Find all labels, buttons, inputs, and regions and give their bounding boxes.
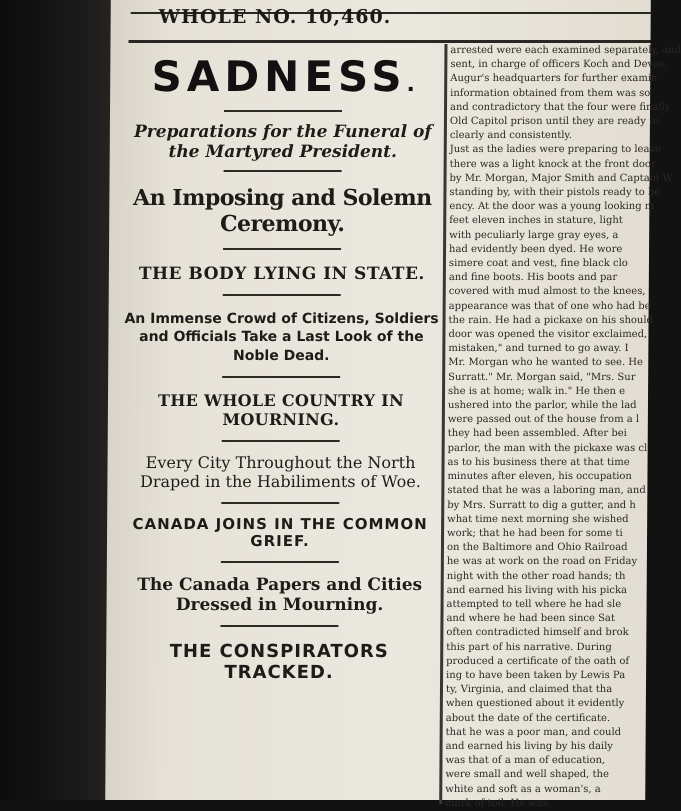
article-line: they had been assembled. After bei	[447, 428, 627, 440]
deck-immense-crowd: An Immense Crowd of Citizens, Soldiers and Officials Take a Last Look of the Noble Dead.	[124, 310, 439, 365]
article-line: by Mrs. Surratt to dig a gutter, and h	[447, 499, 636, 511]
deck-preparations: Preparations for the Funeral of the Martyred President.	[133, 121, 432, 162]
background-dark-edge	[0, 0, 112, 800]
main-headline: SADNESS .	[124, 52, 442, 102]
article-line: about the date of the certificate.	[445, 712, 611, 724]
article-line: minutes after eleven, his occupation	[447, 471, 632, 483]
article-line: when questioned about it evidently	[445, 698, 625, 710]
article-line: Mr. Morgan who he wanted to see. He	[448, 357, 644, 369]
issue-number: WHOLE NO. 10,460.	[158, 6, 392, 28]
article-line: produced a certificate of the oath of	[446, 655, 630, 667]
divider-rule	[224, 170, 342, 172]
article-line: she is at home; walk in." He then e	[448, 385, 626, 397]
deck-conspirators: THE CONSPIRATORS TRACKED.	[169, 641, 389, 684]
article-line: standing by, with their pistols ready to be	[449, 187, 661, 199]
article-line: information obtained from them was so	[450, 87, 651, 99]
article-line: the rain. He had a pickaxe on his should	[448, 314, 654, 326]
article-line: often contradicted himself and brok	[446, 627, 629, 639]
newspaper-page	[105, 0, 681, 809]
article-line: what time next morning she wished	[447, 513, 629, 525]
divider-rule	[220, 625, 338, 627]
article-line: mark of toil. He was	[445, 797, 548, 809]
article-line: and earned his living with his picka	[446, 584, 628, 596]
article-line: had evidently been dyed. He wore	[449, 243, 623, 255]
article-line: by Mr. Morgan, Major Smith and Captain W	[449, 172, 673, 184]
article-line: sent, in charge of officers Koch and Devoe,	[450, 59, 669, 71]
article-line: and earned his living by his daily	[445, 740, 614, 752]
divider-rule	[223, 294, 341, 296]
article-line: Augur's headquarters for further examin	[450, 73, 658, 85]
article-line: ing to have been taken by Lewis Pa	[446, 669, 626, 681]
article-line: that he was a poor man, and could	[445, 726, 622, 738]
deck-lying-in-state: THE BODY LYING IN STATE.	[138, 263, 425, 284]
article-line: night with the other road hands; th	[446, 570, 626, 582]
article-line: he was at work on the road on Friday	[446, 556, 638, 568]
article-line: appearance was that of one who had be	[448, 300, 651, 312]
deck-country-mourning: THE WHOLE COUNTRY IN MOURNING.	[157, 391, 404, 430]
article-line: work; that he had been for some ti	[447, 527, 623, 539]
article-line: there was a light knock at the front door.	[449, 158, 658, 170]
article-line: stated that he was a laboring man, and	[447, 485, 646, 497]
article-column	[445, 44, 681, 809]
divider-rule	[222, 376, 340, 378]
article-line: was that of a man of education,	[445, 755, 606, 767]
article-line: simere coat and vest, fine black clo	[448, 258, 628, 270]
headline-column	[119, 48, 442, 800]
divider-rule	[221, 561, 339, 563]
article-line: clearly and consistently.	[449, 130, 572, 142]
article-line: white and soft as a woman's, a	[445, 783, 601, 795]
article-line: on the Baltimore and Ohio Railroad	[446, 542, 628, 554]
article-line: and where he had been since Sat	[446, 613, 615, 625]
article-line: as to his business there at that time	[447, 456, 630, 468]
article-line: this part of his narrative. During	[446, 641, 612, 653]
article-line: covered with mud almost to the knees,	[448, 286, 646, 298]
article-line: Old Capitol prison until they are ready to	[449, 116, 660, 128]
article-line: door was opened the visitor exclaimed,	[448, 329, 648, 341]
article-line: were small and well shaped, the	[445, 769, 609, 781]
deck-canada-grief: CANADA JOINS IN THE COMMON GRIEF.	[132, 514, 428, 551]
article-line: attempted to tell where he had sle	[446, 598, 622, 610]
article-line: arrested were each examined separately, and	[450, 45, 681, 56]
article-line: parlor, the man with the pickaxe was cl	[447, 442, 648, 454]
article-line: and contradictory that the four were finally	[450, 101, 671, 113]
article-line: ency. At the door was a young looking m	[449, 201, 655, 213]
divider-rule	[222, 440, 340, 442]
article-line: ushered into the parlor, while the lad	[447, 400, 637, 412]
article-line: ty, Virginia, and claimed that tha	[445, 684, 613, 696]
divider-rule	[221, 502, 339, 504]
divider-rule	[224, 110, 342, 112]
article-line: were passed out of the house from a l	[447, 414, 640, 426]
article-line: and fine boots. His boots and par	[448, 272, 618, 284]
article-line: feet eleven inches in stature, light	[449, 215, 623, 227]
article-line: Just as the ladies were preparing to leave	[449, 144, 662, 156]
deck-every-city: Every City Throughout the North Draped in the Habiliments of Woe.	[139, 453, 421, 491]
article-line: Surratt." Mr. Morgan said, "Mrs. Sur	[448, 371, 636, 383]
header-rule	[128, 40, 650, 43]
deck-canada-papers: The Canada Papers and Cities Dressed in Mourning.	[137, 575, 423, 616]
article-line: with peculiarly large gray eyes, a	[449, 229, 619, 241]
deck-ceremony: An Imposing and Solemn Ceremony.	[133, 184, 432, 237]
divider-rule	[223, 248, 341, 250]
article-line: mistaken," and turned to go away. I	[448, 343, 629, 355]
